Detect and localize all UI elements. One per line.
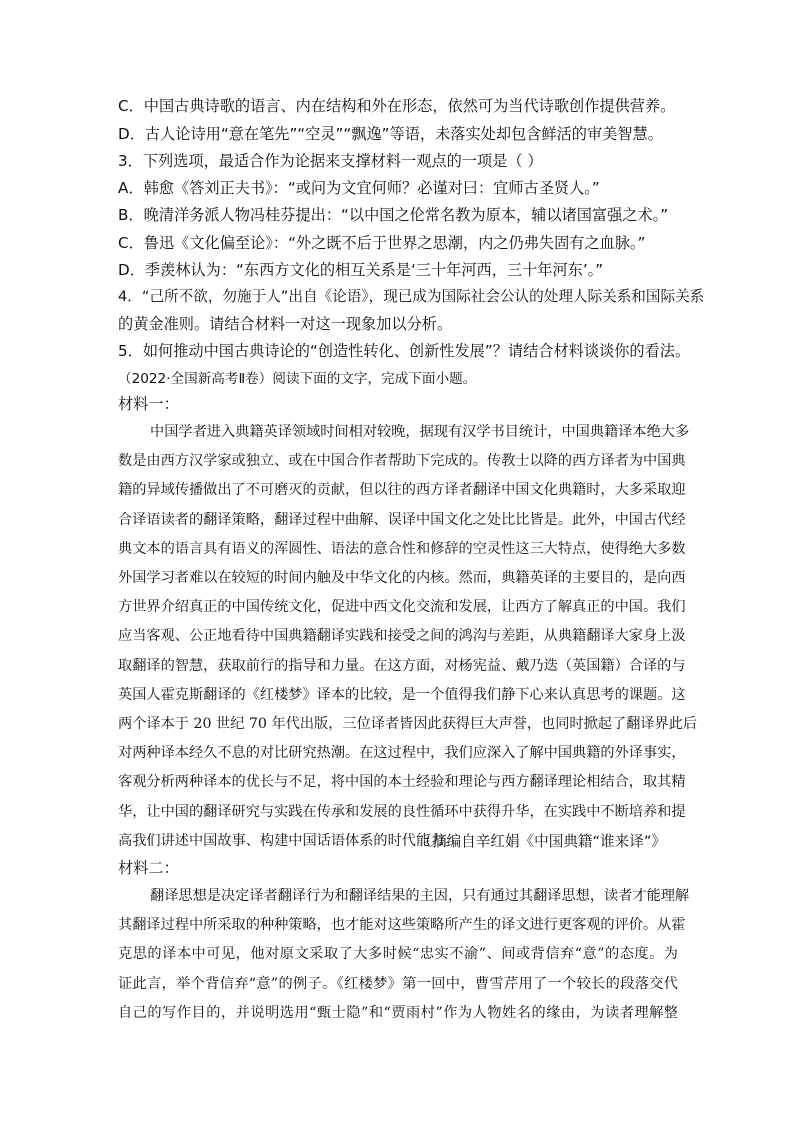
material1-body [118, 418, 698, 856]
material1-line: 两个译本于 20 世纪 70 年代出版，三位译者皆因此获得巨大声誉，也同时掀起了翻译界此后 [118, 716, 698, 733]
q3-option-b: B．晚清洋务派人物冯桂芬提出：“以中国之伦常名教为原本，辅以诸国富强之术。” [118, 206, 669, 224]
material1-line: 合译语读者的翻译策略，翻译过程中曲解、误译中国文化之处比比皆是。此外，中国古代经 [118, 511, 686, 528]
material1-line: 英国人霍克斯翻译的《红楼梦》译本的比较，是一个值得我们静下心来认真思考的课题。这 [118, 686, 686, 703]
material2-line: 自己的写作目的，并说明选用“甄士隐”和“贾雨村”作为人物姓名的缘由，为读者理解整 [118, 1004, 678, 1021]
q4-line-2: 的黄金准则。请结合材料一对这一现象加以分析。 [118, 315, 453, 333]
q3-stem: 3．下列选项，最适合作为论据来支撑材料一观点的一项是（ ） [118, 152, 543, 170]
q5-question: 5．如何推动中国古典诗论的“创造性转化、创新性发展”？请结合材料谈谈你的看法。 [118, 342, 691, 360]
material2-line: 翻译思想是决定译者翻译行为和翻译结果的主因，只有通过其翻译思想，读者才能理解 [150, 888, 690, 904]
material1-line: 华，让中国的翻译研究与实践在传承和发展的良性循环中获得升华，在实践中不断培养和提 [118, 803, 686, 820]
material1-line: 籍的异域传播做出了不可磨灭的贡献，但以往的西方译者翻译中国文化典籍时，大多采取迎 [118, 482, 686, 499]
passage-intro: （2022·全国新高考Ⅱ卷）阅读下面的文字，完成下面小题。 [118, 371, 477, 387]
material1-line: 取翻译的智慧，获取前行的指导和力量。在这方面，对杨宪益、戴乃迭（英国籍）合译的与 [118, 657, 686, 674]
q2-option-d: D．古人论诗用“意在笔先”“空灵”“飘逸”等语，未落实处却包含鲜活的审美智慧。 [118, 125, 663, 143]
material1-line: 数是由西方汉学家或独立、或在中国合作者帮助下完成的。传教士以降的西方译者为中国典 [118, 453, 686, 470]
q2-option-c: C．中国古典诗歌的语言、内在结构和外在形态，依然可为当代诗歌创作提供营养。 [118, 97, 676, 115]
material1-line: 高我们讲述中国故事、构建中国话语体系的时代能力。 [118, 832, 459, 849]
material1-line: 中国学者进入典籍英译领域时间相对较晚，据现有汉学书目统计，中国典籍译本绝大多 [150, 424, 690, 440]
material1-line: 方世界介绍真正的中国传统文化，促进中西文化交流和发展，让西方了解真正的中国。我们 [118, 599, 686, 616]
material1-line: 外国学习者难以在较短的时间内触及中华文化的内核。然而，典籍英译的主要目的，是向西 [118, 570, 686, 587]
q3-option-a: A．韩愈《答刘正夫书》：“或问为文宜何师？必谨对曰：宜师古圣贤人。” [118, 179, 600, 197]
material2-line: 证此言，举个背信弃“意”的例子。《红楼梦》第一回中，曹雪芹用了一个较长的段落交代 [118, 975, 678, 992]
material1-heading: 材料一： [118, 395, 179, 413]
material1-line: 典文本的语言具有语义的浑圆性、语法的意合性和修辞的空灵性这三大特点，使得绝大多数 [118, 540, 686, 557]
material1-source: （摘编自辛红娟《中国典籍“谁来译”》 [417, 833, 666, 850]
material1-line: 应当客观、公正地看待中国典籍翻译实践和接受之间的鸿沟与差距，从典籍翻译大家身上汲 [118, 628, 686, 645]
material2-line: 其翻译过程中所采取的种种策略，也才能对这些策略所产生的译文进行更客观的评价。从霍 [118, 917, 686, 934]
material2-heading: 材料二： [118, 859, 179, 877]
q3-option-d: D．季羡林认为：“东西方文化的相互关系是‘三十年河西，三十年河东’。” [118, 261, 604, 279]
material1-line: 对两种译本经久不息的对比研究热潮。在这过程中，我们应深入了解中国典籍的外译事实， [118, 745, 686, 762]
material1-line: 客观分析两种译本的优长与不足，将中国的本土经验和理论与西方翻译理论相结合，取其精 [118, 774, 686, 791]
material2-line: 克思的译本中可见，他对原文采取了大多时候“忠实不渝”、间或背信弃“意”的态度。为 [118, 946, 678, 963]
q4-line-1: 4．“己所不欲，勿施于人”出自《论语》，现已成为国际社会公认的处理人际关系和国际关系 [118, 288, 705, 305]
q3-option-c: C．鲁迅《文化偏至论》：“外之既不后于世界之思潮，内之仍弗失固有之血脉。” [118, 234, 646, 252]
material2-body [118, 882, 690, 1028]
